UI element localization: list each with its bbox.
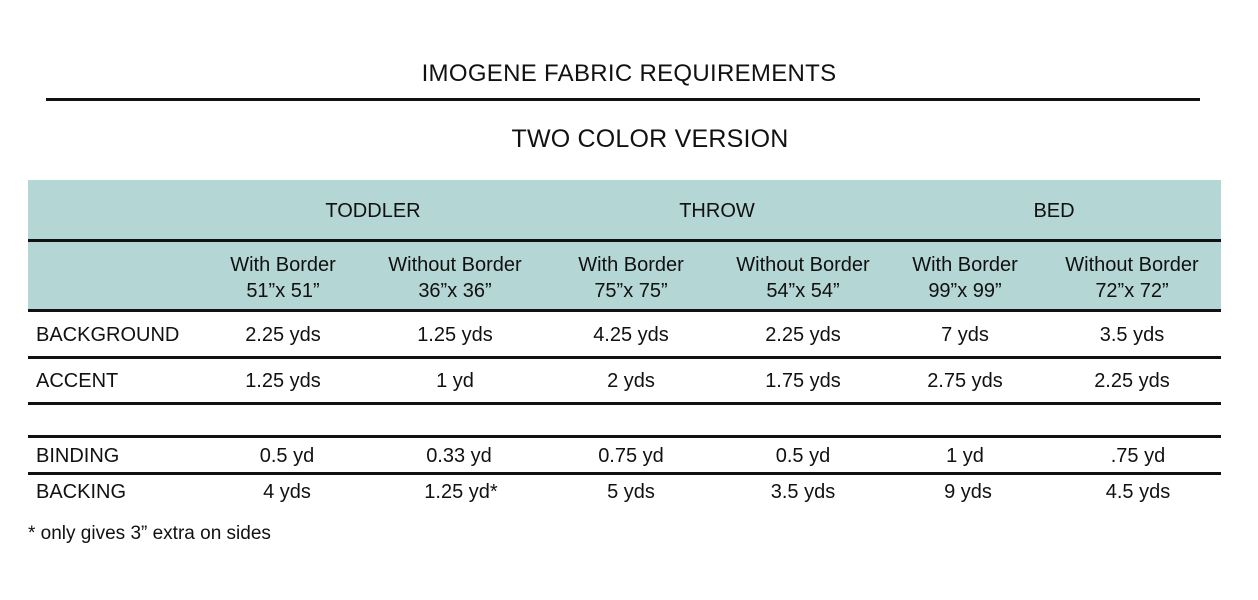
subheader-toddler-with-border <box>193 252 373 304</box>
subheader-size: 51”x 51” <box>246 280 320 302</box>
table-cell: 4 yds <box>263 481 311 503</box>
table-cell: 4.5 yds <box>1105 481 1171 503</box>
subheader-size: 99”x 99” <box>928 280 1002 302</box>
table-cell: 1 yd <box>946 445 984 467</box>
table-cell: 1.25 yds <box>417 324 493 346</box>
table-cell: 2.25 yds <box>245 324 321 346</box>
row-label-binding: BINDING <box>36 445 120 467</box>
title-rule <box>46 98 1200 101</box>
subheader-size: 72”x 72” <box>1095 280 1169 302</box>
page-subtitle: TWO COLOR VERSION <box>511 125 789 153</box>
table-cell: 0.33 yd <box>426 445 492 467</box>
table-cell: 3.5 yds <box>770 481 836 503</box>
subheader-label: Without Border <box>1065 254 1199 276</box>
subheader-size: 54”x 54” <box>766 280 840 302</box>
group-header-toddler: TODDLER <box>325 200 421 222</box>
row-label-accent: ACCENT <box>36 370 119 392</box>
table-cell: 0.5 yd <box>775 445 831 467</box>
row-label-background: BACKGROUND <box>36 324 180 346</box>
subheader-throw-without-border <box>713 252 893 304</box>
header-bottom-rule <box>28 309 1221 312</box>
subheader-toddler-without-border <box>365 252 545 304</box>
table-cell: 2 yds <box>607 370 655 392</box>
table-cell: 1 yd <box>436 370 474 392</box>
subheader-label: Without Border <box>388 254 522 276</box>
table-cell: 2.25 yds <box>765 324 841 346</box>
header-divider <box>28 239 1221 242</box>
table-cell: 7 yds <box>941 324 989 346</box>
subheader-bed-with-border <box>875 252 1055 304</box>
footnote: * only gives 3” extra on sides <box>28 523 271 544</box>
table-cell: 9 yds <box>944 481 992 503</box>
subheader-bed-without-border <box>1042 252 1222 304</box>
row-label-backing: BACKING <box>36 481 127 503</box>
table-cell: 2.75 yds <box>927 370 1003 392</box>
row-divider <box>28 402 1221 405</box>
table-cell: 1.25 yd* <box>424 481 498 503</box>
row-divider <box>28 356 1221 359</box>
table-cell: 2.25 yds <box>1094 370 1170 392</box>
subheader-size: 36”x 36” <box>418 280 492 302</box>
group-header-throw: THROW <box>679 200 755 222</box>
page-title: IMOGENE FABRIC REQUIREMENTS <box>421 60 837 87</box>
row-divider <box>28 435 1221 438</box>
group-header-bed: BED <box>1033 200 1075 222</box>
subheader-label: With Border <box>912 254 1018 276</box>
subheader-size: 75”x 75” <box>594 280 668 302</box>
subheader-label: With Border <box>578 254 684 276</box>
table-cell: 5 yds <box>607 481 655 503</box>
table-cell: 1.25 yds <box>245 370 321 392</box>
table-cell: 4.25 yds <box>593 324 669 346</box>
table-cell: 0.5 yd <box>259 445 315 467</box>
table-cell: 3.5 yds <box>1099 324 1165 346</box>
subheader-label: With Border <box>230 254 336 276</box>
row-divider <box>28 472 1221 475</box>
subheader-label: Without Border <box>736 254 870 276</box>
subheader-throw-with-border <box>541 252 721 304</box>
table-cell: 1.75 yds <box>765 370 841 392</box>
table-cell: .75 yd <box>1110 445 1166 467</box>
table-cell: 0.75 yd <box>598 445 664 467</box>
